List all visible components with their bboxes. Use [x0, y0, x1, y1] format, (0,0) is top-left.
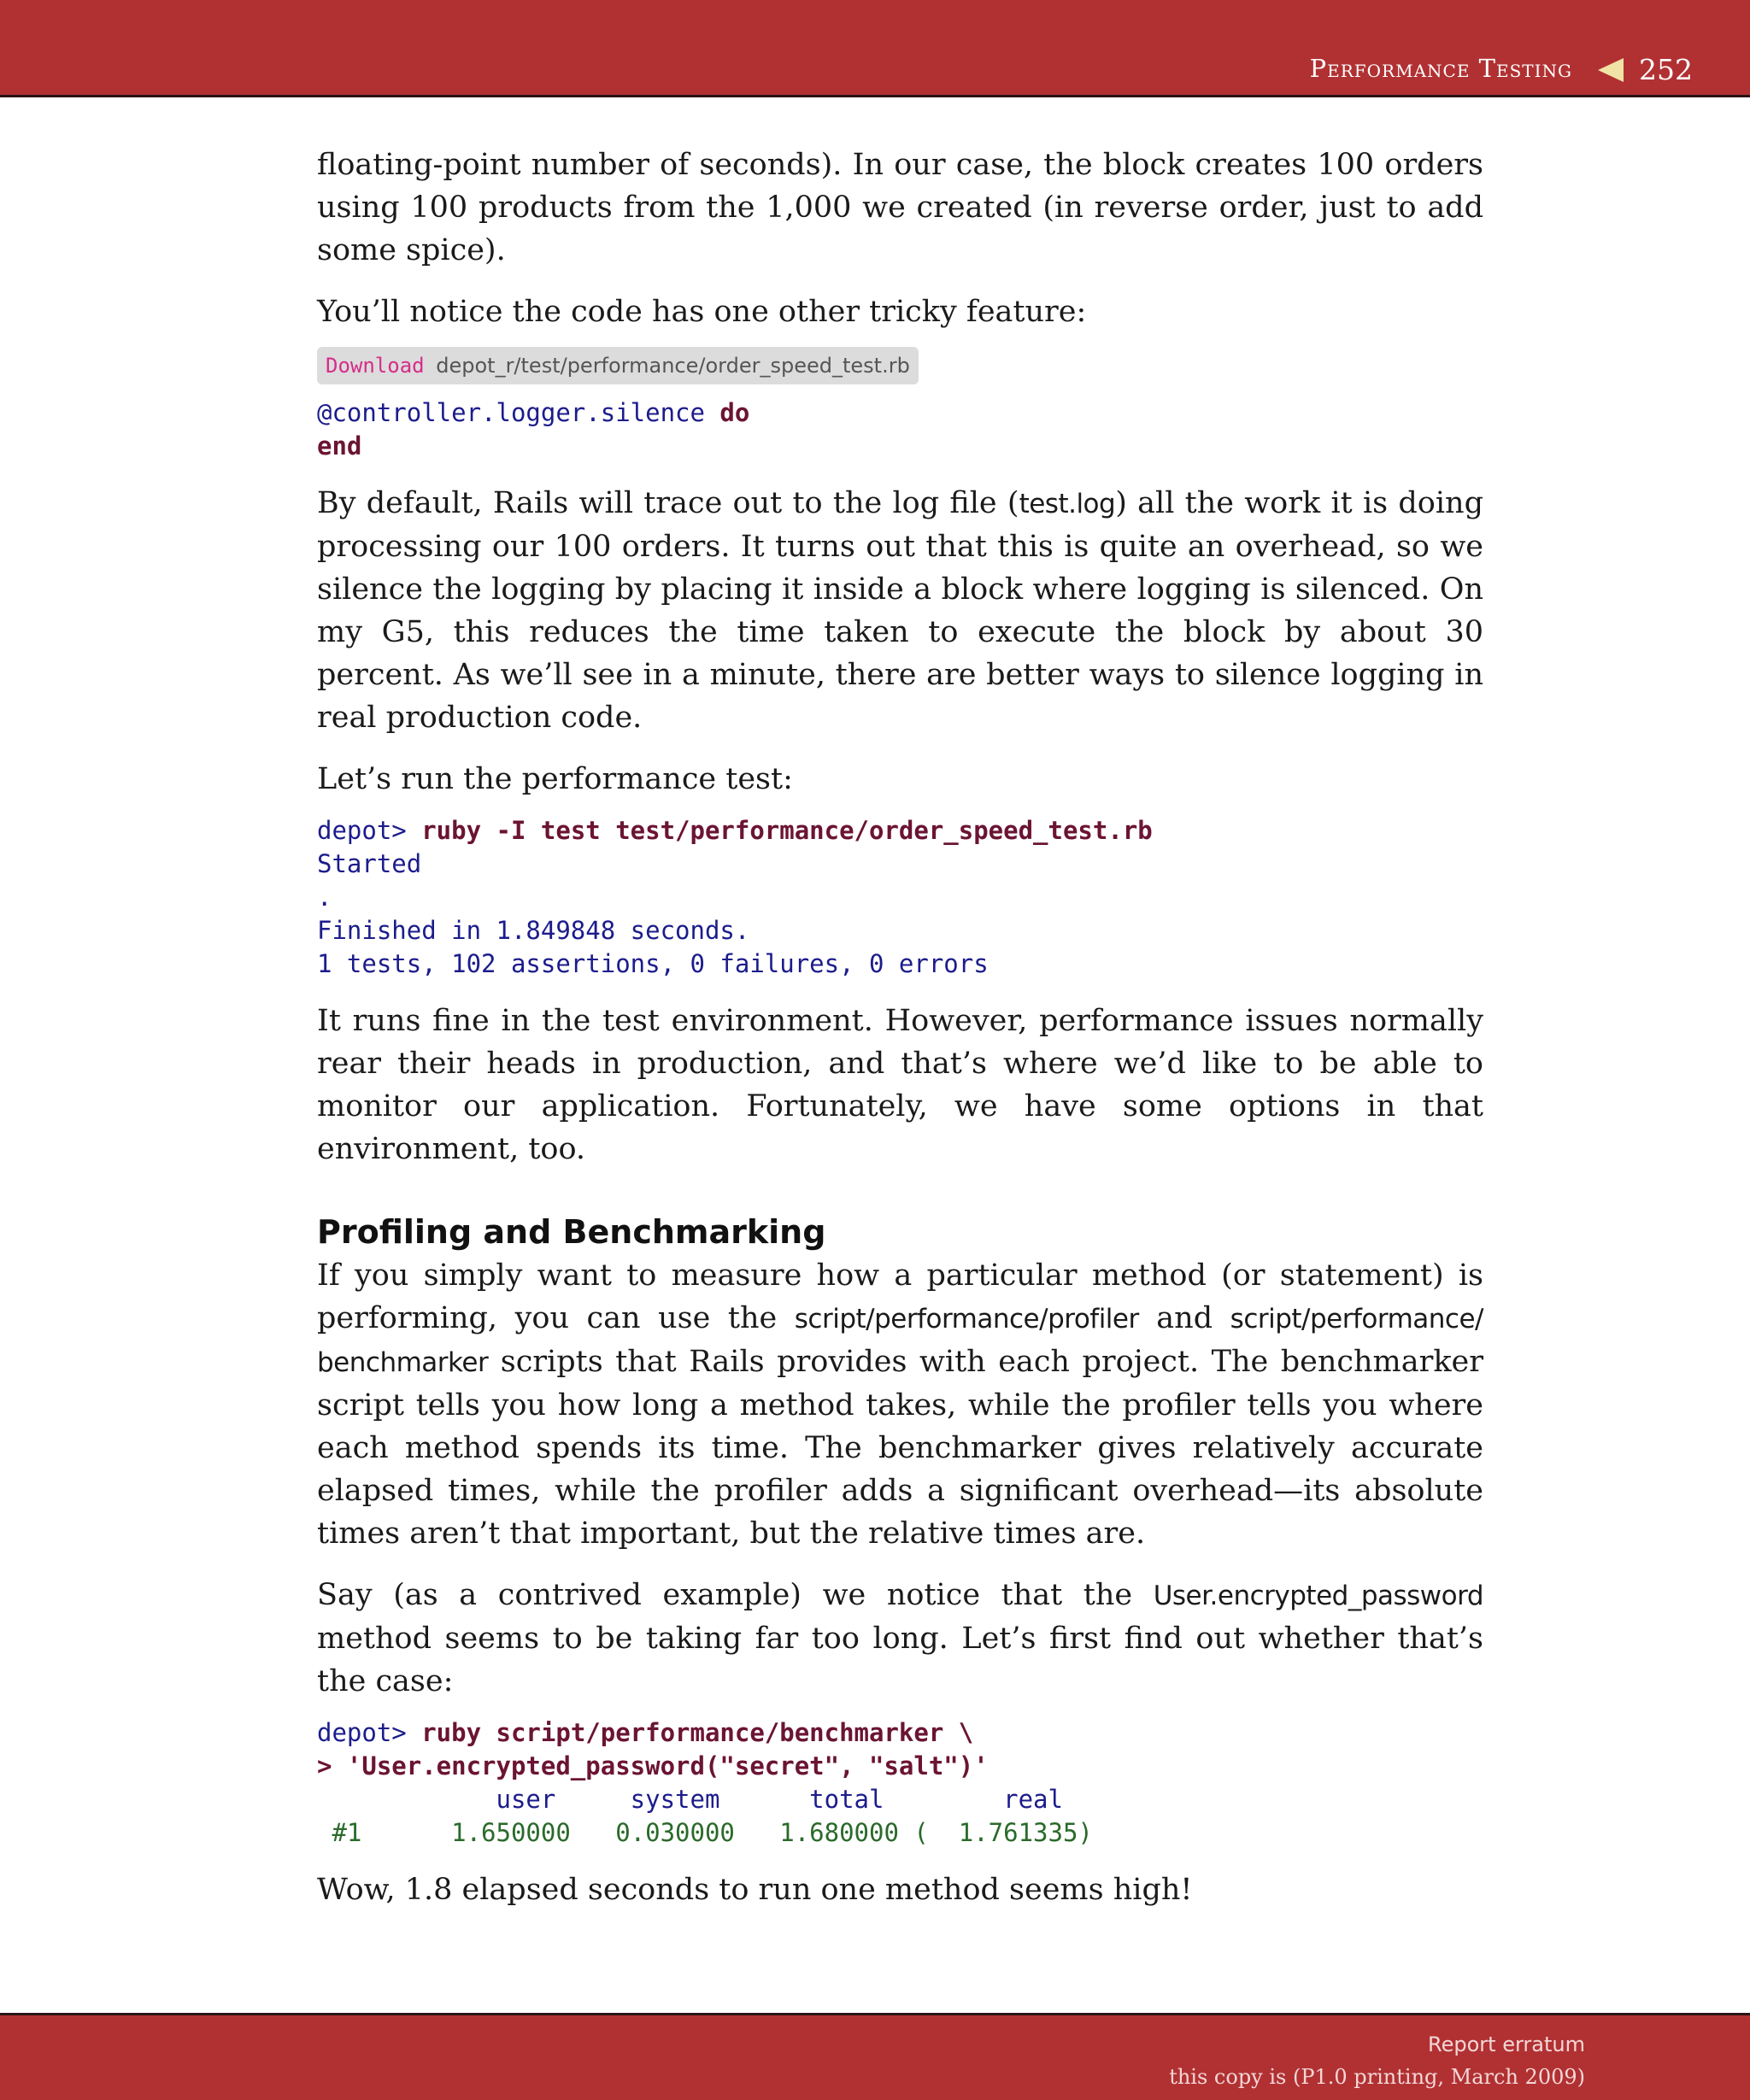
running-head: Performance Testing [1309, 54, 1572, 83]
paragraph-7: Say (as a contrived example) we notice that the User.encrypted_password method seems to be taking far too long. Let’s first find out whether that’s the case: [317, 1578, 1483, 1698]
previous-page-arrow-icon[interactable] [1598, 58, 1624, 82]
code-line: @controller.logger.silence [317, 398, 720, 427]
section-heading: Profiling and Benchmarking [317, 1213, 826, 1251]
shell-prompt: depot> [317, 1718, 422, 1747]
paragraph-1: floating-point number of seconds). In our case, the block creates 100 orders using 100 products from the 1,000 we created (in reverse order, just to add some spice). [317, 148, 1483, 267]
code-keyword: end [317, 431, 362, 460]
download-label: Download [326, 354, 425, 378]
paragraph-3: By default, Rails will trace out to the log file (test.log) all the work it is doing processing our 100 orders. It turns out that this is quite an overhead, so we silence the logging by placing it inside a block where logging is silenced. On my G5, this reduces the time taken to execute the block by about 30 percent. As we’ll see in a minute, there are better ways to silence logging in real production code. [317, 486, 1484, 735]
code-output: Started [317, 849, 422, 878]
download-link[interactable] [317, 347, 919, 384]
inline-method-name: User.encrypted_password [1153, 1581, 1483, 1611]
code-output: Finished in 1.849848 seconds. [317, 916, 750, 945]
page-content [317, 144, 1483, 1911]
shell-command: > 'User.encrypted_password("secret", "salt")' [317, 1751, 989, 1780]
shell-command: ruby script/performance/benchmarker \ [421, 1718, 974, 1747]
report-erratum-link[interactable]: Report erratum [1428, 2033, 1585, 2056]
page-header [0, 0, 1750, 97]
paragraph-4: Let’s run the performance test: [317, 762, 793, 796]
code-block-benchmarker [317, 1716, 1483, 1850]
code-keyword: do [719, 398, 750, 427]
paragraph-8: Wow, 1.8 elapsed seconds to run one method seems high! [317, 1873, 1193, 1907]
inline-filename: script/performance/profiler [794, 1304, 1139, 1334]
page-footer [0, 2013, 1750, 2100]
paragraph-5: It runs fine in the test environment. However, performance issues normally rear their heads in production, and that’s where we’d like to be able to monitor our application. Fortunately, we have some options in that environment, too. [317, 1004, 1483, 1166]
paragraph-2: You’ll notice the code has one other tricky feature: [317, 295, 1087, 329]
code-block-test-run [317, 814, 1483, 981]
copy-info: this copy is (P1.0 printing, March 2009) [1169, 2065, 1585, 2089]
paragraph-6: If you simply want to measure how a particular method (or statement) is performing, you can use the script/performance/profiler and script/performance/ benchmarker scripts that Rails provides with each project. The benchmarker script tells you how long a method takes, while the profiler tells you where each method spends its time. The benchmarker gives relatively accurate elapsed times, while the profiler adds a significant overhead—its absolute times aren’t that important, but the relative times are. [317, 1258, 1483, 1551]
code-output: . [317, 883, 332, 912]
inline-filename: script/performance/ benchmarker [317, 1304, 1483, 1378]
inline-filename: test.log [1019, 489, 1116, 519]
code-block-silence [317, 396, 1483, 463]
shell-prompt: depot> [317, 816, 422, 845]
benchmark-result: #1 1.650000 0.030000 1.680000 ( 1.761335) [317, 1818, 1093, 1847]
benchmark-header: user system total real [317, 1785, 1063, 1814]
download-path: depot_r/test/performance/order_speed_test.rb [436, 354, 910, 378]
code-output: 1 tests, 102 assertions, 0 failures, 0 errors [317, 949, 989, 978]
page-number: 252 [1639, 53, 1693, 86]
shell-command: ruby -I test test/performance/order_speed_test.rb [421, 816, 1153, 845]
